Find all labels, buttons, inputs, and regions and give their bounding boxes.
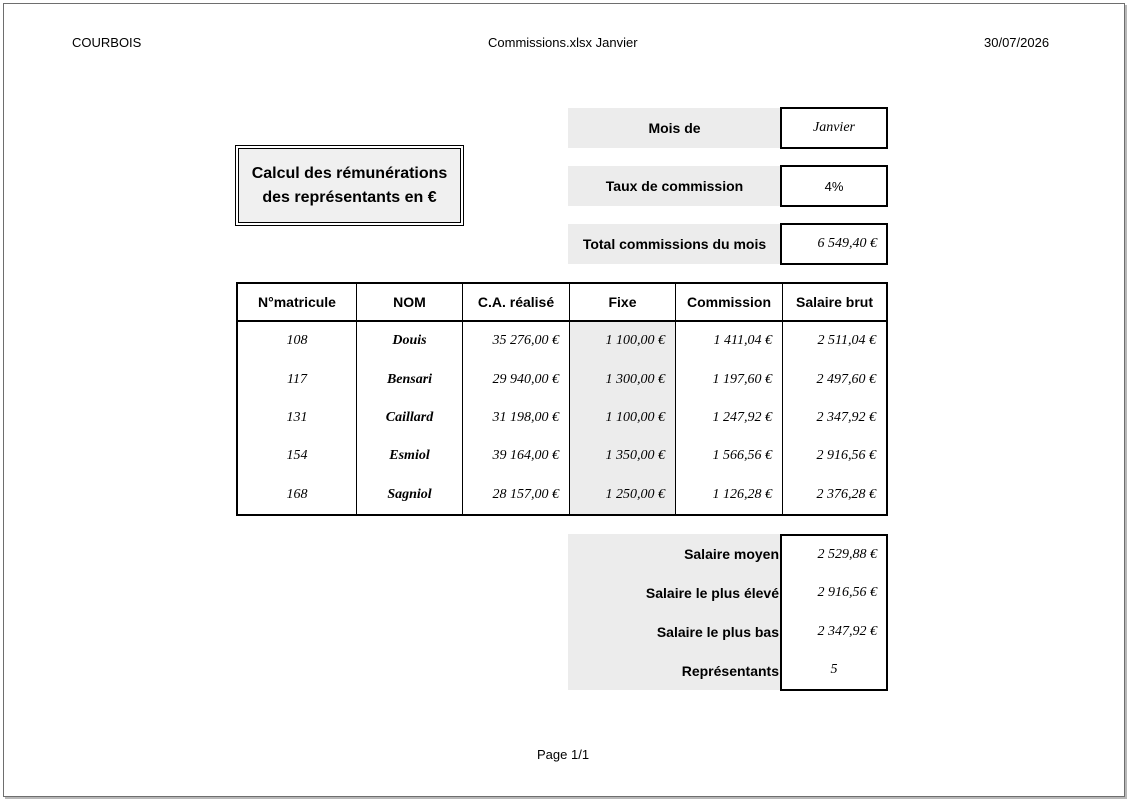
stats-values	[780, 534, 888, 691]
cell-salaire-brut[interactable]: 2 347,92 €	[816, 409, 876, 425]
cell-ca[interactable]: 39 164,00 €	[492, 448, 559, 464]
header-filename: Commissions.xlsx Janvier	[488, 35, 638, 50]
avg-salary-value[interactable]: 2 529,88 €	[817, 547, 877, 563]
col-nom	[357, 322, 463, 514]
cell-matricule[interactable]: 154	[286, 448, 308, 464]
cell-nom[interactable]: Douis	[392, 333, 427, 349]
cell-commission[interactable]: 1 247,92 €	[712, 409, 772, 425]
page-number: Page 1/1	[537, 747, 590, 762]
cell-nom[interactable]: Bensari	[386, 371, 433, 387]
cell-commission[interactable]: 1 126,28 €	[712, 486, 772, 502]
title-inner	[238, 148, 461, 223]
cell-commission[interactable]: 1 566,56 €	[712, 448, 772, 464]
cell-matricule[interactable]: 108	[286, 333, 308, 349]
cell-nom[interactable]: Caillard	[385, 409, 434, 425]
cell-fixe[interactable]: 1 350,00 €	[605, 448, 665, 464]
min-salary-value[interactable]: 2 347,92 €	[817, 623, 877, 639]
col-header-fixe[interactable]: Fixe	[570, 284, 676, 320]
total-commissions-value[interactable]: 6 549,40 €	[780, 223, 888, 265]
rep-count-label: Représentants	[681, 662, 779, 679]
col-salaire-brut	[783, 322, 886, 514]
cell-ca[interactable]: 31 198,00 €	[492, 409, 559, 425]
cell-salaire-brut[interactable]: 2 916,56 €	[816, 448, 876, 464]
total-commissions-label: Total commissions du mois	[568, 224, 781, 264]
cell-ca[interactable]: 35 276,00 €	[492, 333, 559, 349]
avg-salary-label: Salaire moyen	[684, 545, 779, 562]
header-date: 30/07/2026	[984, 35, 1050, 50]
rate-label: Taux de commission	[568, 166, 781, 206]
col-header-matricule[interactable]: N°matricule	[238, 284, 357, 320]
cell-salaire-brut[interactable]: 2 497,60 €	[816, 371, 876, 387]
title-line-1: Calcul des rémunérations	[251, 164, 448, 182]
cell-nom[interactable]: Esmiol	[389, 448, 430, 464]
col-header-commission[interactable]: Commission	[676, 284, 783, 320]
col-fixe	[570, 322, 676, 514]
cell-matricule[interactable]: 117	[287, 371, 307, 387]
col-ca	[463, 322, 570, 514]
stats-labels	[568, 534, 781, 690]
cell-fixe[interactable]: 1 100,00 €	[605, 333, 665, 349]
col-header-ca[interactable]: C.A. réalisé	[463, 284, 570, 320]
cell-ca[interactable]: 29 940,00 €	[492, 371, 559, 387]
cell-salaire-brut[interactable]: 2 376,28 €	[816, 486, 876, 502]
cell-salaire-brut[interactable]: 2 511,04 €	[817, 333, 876, 349]
table-header-row	[238, 284, 886, 322]
cell-fixe[interactable]: 1 250,00 €	[605, 486, 665, 502]
col-header-salaire-brut[interactable]: Salaire brut	[795, 294, 874, 310]
month-value-cell[interactable]: Janvier	[780, 107, 888, 149]
max-salary-label: Salaire le plus élevé	[645, 584, 779, 601]
cell-fixe[interactable]: 1 300,00 €	[605, 371, 665, 387]
rep-count-value[interactable]: 5	[830, 662, 838, 678]
salary-table	[236, 282, 888, 516]
cell-ca[interactable]: 28 157,00 €	[492, 486, 559, 502]
col-commission	[676, 322, 783, 514]
cell-matricule[interactable]: 131	[286, 409, 308, 425]
cell-commission[interactable]: 1 197,60 €	[712, 371, 772, 387]
rate-value-cell[interactable]: 4%	[780, 165, 888, 207]
col-header-nom[interactable]: NOM	[357, 284, 463, 320]
cell-matricule[interactable]: 168	[286, 486, 308, 502]
col-matricule	[238, 322, 357, 514]
min-salary-label: Salaire le plus bas	[656, 623, 779, 640]
header-left-text: COURBOIS	[72, 35, 142, 50]
title-box	[235, 145, 464, 226]
cell-fixe[interactable]: 1 100,00 €	[605, 409, 665, 425]
cell-commission[interactable]: 1 411,04 €	[713, 333, 772, 349]
title-line-2: des représentants en €	[262, 188, 437, 206]
month-label: Mois de	[568, 108, 781, 148]
table-body	[238, 322, 886, 514]
max-salary-value[interactable]: 2 916,56 €	[817, 585, 877, 601]
cell-nom[interactable]: Sagniol	[387, 486, 432, 502]
